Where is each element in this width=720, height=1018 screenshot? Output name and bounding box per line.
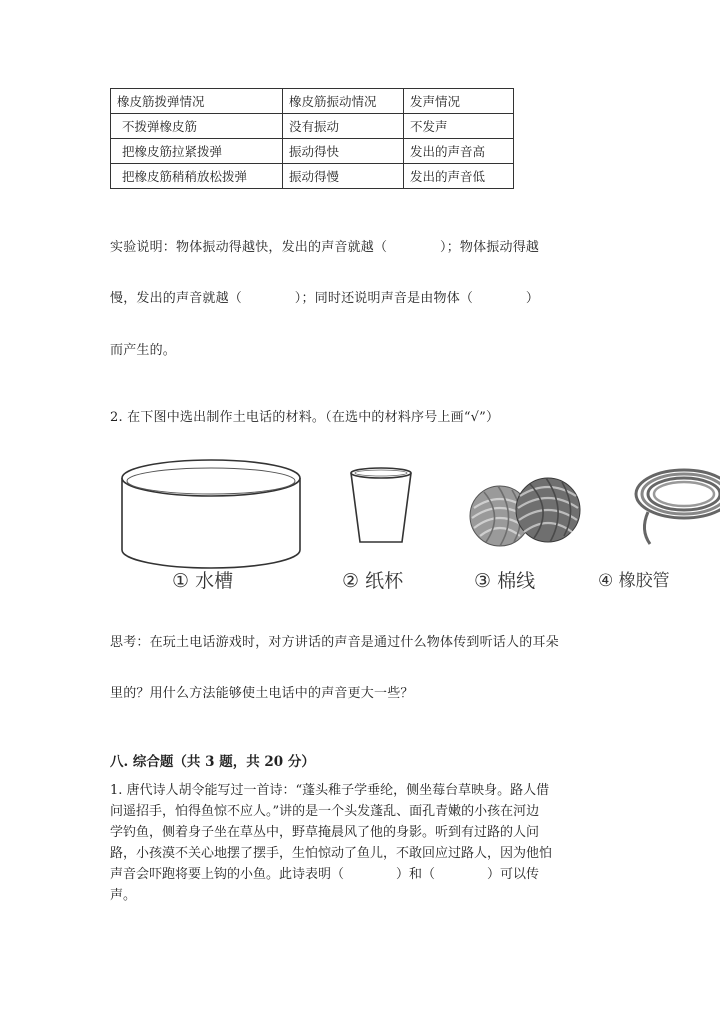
paper-cup-icon — [346, 466, 416, 546]
material-caption — [598, 566, 670, 591]
material-name: 纸杯 — [365, 570, 404, 592]
explanation-line-2: 慢，发出的声音就越（ ）；同时还说明声音是由物体（ ） — [110, 291, 540, 306]
table-cell: 把橡皮筋稍稍放松拨弹 — [111, 164, 283, 189]
table-row — [111, 114, 514, 139]
paragraph-line: 1. 唐代诗人胡令能写过一首诗：“蓬头稚子学垂纶，侧坐莓台草映身。路人借 — [110, 783, 550, 798]
material-number: ④ — [598, 571, 614, 591]
table-cell: 发出的声音低 — [404, 164, 514, 189]
table-cell: 不发声 — [404, 114, 514, 139]
paragraph-line: 学钓鱼，侧着身子坐在草丛中，野草掩晨风了他的身影。听到有过路的人问 — [110, 825, 540, 840]
table-cell: 振动得慢 — [283, 164, 404, 189]
section-8-title: 八. 综合题（共 3 题，共 20 分） — [110, 754, 315, 770]
paragraph-line: 问遥招手，怕得鱼惊不应人。”讲的是一个头发蓬乱、面孔青嫩的小孩在河边 — [110, 804, 540, 819]
material-caption — [342, 566, 403, 593]
table-cell: 振动得快 — [283, 139, 404, 164]
material-number: ② — [342, 570, 360, 592]
table-row — [111, 139, 514, 164]
explanation-line-3: 而产生的。 — [110, 343, 177, 358]
cotton-thread-icon — [464, 470, 582, 550]
table-header-cell: 橡皮筋拨弹情况 — [111, 89, 283, 114]
table-header-cell: 发声情况 — [404, 89, 514, 114]
explanation-line-1: 实验说明：物体振动得越快，发出的声音就越（ ）；物体振动得越 — [110, 240, 540, 255]
paragraph-line: 声。 — [110, 888, 137, 903]
material-number: ① — [172, 570, 190, 592]
experiment-table — [110, 88, 514, 189]
table-cell: 把橡皮筋拉紧拨弹 — [111, 139, 283, 164]
material-number: ③ — [474, 570, 492, 592]
material-name: 水槽 — [195, 570, 234, 592]
section-8-question-1 — [110, 780, 606, 906]
think-line-2: 里的？用什么方法能够使土电话中的声音更大一些？ — [110, 686, 414, 701]
think-line-1: 思考：在玩土电话游戏时，对方讲话的声音是通过什么物体传到听话人的耳朵 — [110, 635, 559, 650]
material-caption — [172, 566, 233, 593]
table-header-cell: 橡皮筋振动情况 — [283, 89, 404, 114]
rubber-tube-icon — [626, 458, 720, 550]
table-cell: 不拨弹橡皮筋 — [111, 114, 283, 139]
water-trough-icon — [118, 456, 304, 572]
paragraph-line: 声音会吓跑将要上钩的小鱼。此诗表明（ ）和（ ）可以传 — [110, 867, 540, 882]
material-name: 棉线 — [497, 570, 536, 592]
material-caption — [474, 566, 535, 593]
table-cell: 发出的声音高 — [404, 139, 514, 164]
table-row — [111, 164, 514, 189]
material-name: 橡胶管 — [618, 571, 670, 591]
question-2-prompt: 2. 在下图中选出制作土电话的材料。（在选中的材料序号上画“√”） — [110, 410, 500, 425]
table-header-row — [111, 89, 514, 114]
paragraph-line: 路，小孩漠不关心地摆了摆手，生怕惊动了鱼儿，不敢回应过路人，因为他怕 — [110, 846, 553, 861]
table-cell: 没有振动 — [283, 114, 404, 139]
